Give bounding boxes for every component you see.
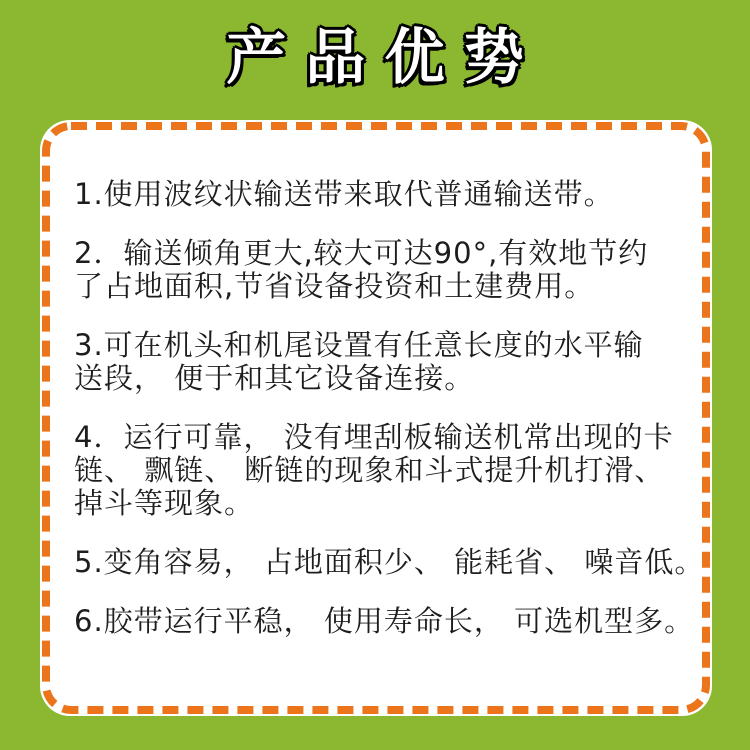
advantage-item-1: 1.使用波纹状输送带来取代普通输送带。 [74, 177, 614, 211]
advantages-list [74, 177, 705, 664]
advantage-item-4: 4．运行可靠， 没有埋刮板输送机常出现的卡 链、 飘链、 断链的现象和斗式提升机打滑、 掉斗等现象。 [74, 420, 674, 520]
advantage-item-6: 6.胶带运行平稳， 使用寿命长， 可选机型多。 [74, 604, 695, 638]
advantages-card [40, 120, 712, 716]
advantage-item-5: 5.变角容易， 占地面积少、 能耗省、 噪音低。 [74, 545, 705, 579]
advantage-item-3: 3.可在机头和机尾设置有任意长度的水平输 送段， 便于和其它设备连接。 [74, 328, 644, 395]
page-title: 产品优势 [226, 23, 543, 93]
advantage-item-2: 2．输送倾角更大,较大可达90°,有效地节约 了占地面积,节省设备投资和土建费用。 [74, 236, 649, 303]
